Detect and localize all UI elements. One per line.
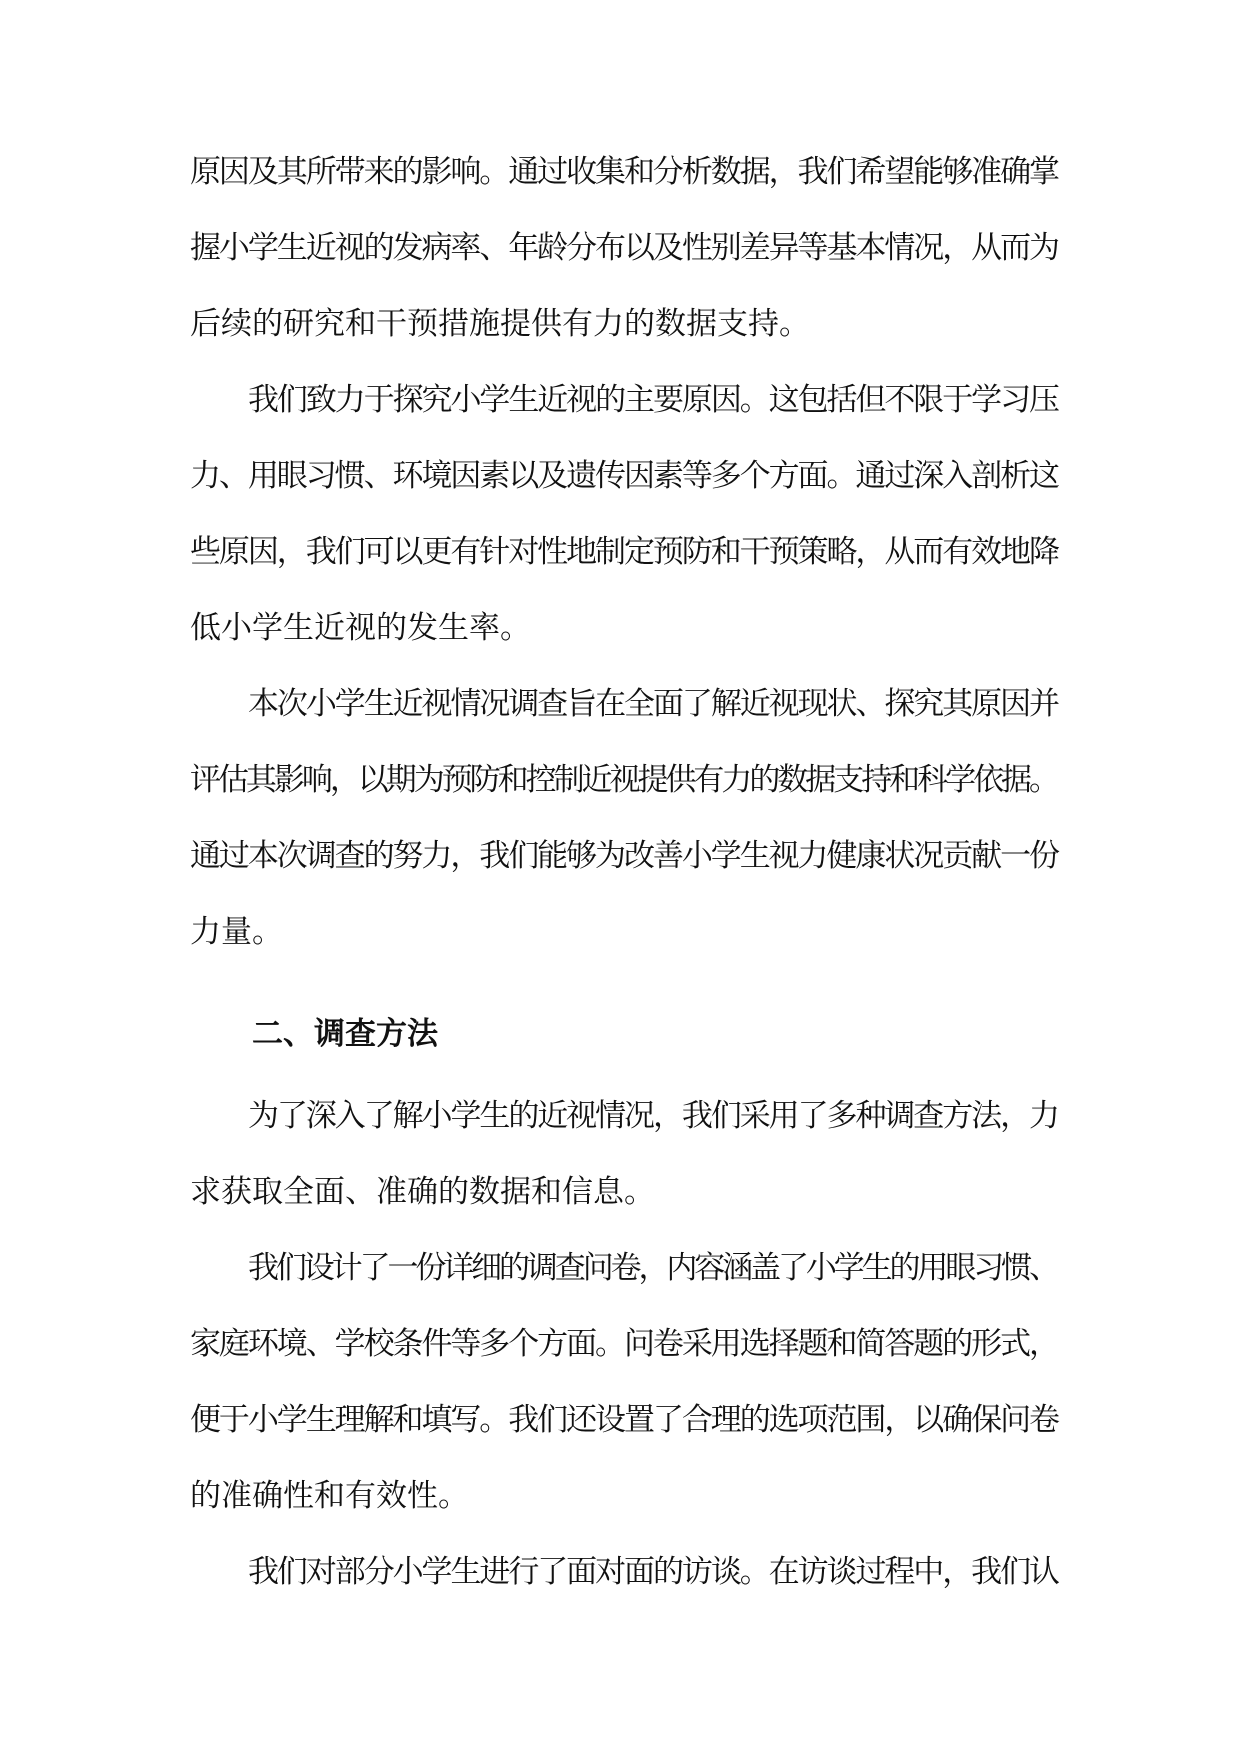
paragraph-line: 握小学生近视的发病率、年龄分布以及性别差异等基本情况，从而为 bbox=[190, 230, 1058, 266]
paragraph-line: 后续的研究和干预措施提供有力的数据支持。 bbox=[190, 306, 810, 342]
paragraph-line: 本次小学生近视情况调查旨在全面了解近视现状、探究其原因并 bbox=[248, 686, 1058, 722]
paragraph-line: 求获取全面、准确的数据和信息。 bbox=[190, 1174, 655, 1210]
paragraph-line: 为了深入了解小学生的近视情况，我们采用了多种调查方法，力 bbox=[248, 1098, 1058, 1134]
paragraph-line: 力、用眼习惯、环境因素以及遗传因素等多个方面。通过深入剖析这 bbox=[190, 458, 1058, 494]
paragraph-line: 通过本次调查的努力，我们能够为改善小学生视力健康状况贡献一份 bbox=[190, 838, 1058, 874]
paragraph-line: 些原因，我们可以更有针对性地制定预防和干预策略，从而有效地降 bbox=[190, 534, 1058, 570]
section-heading: 二、调查方法 bbox=[252, 1016, 438, 1052]
paragraph-line: 评估其影响，以期为预防和控制近视提供有力的数据支持和科学依据。 bbox=[190, 762, 1057, 798]
paragraph-line: 低小学生近视的发生率。 bbox=[190, 610, 531, 646]
paragraph-line: 力量。 bbox=[190, 914, 283, 950]
paragraph-line: 便于小学生理解和填写。我们还设置了合理的选项范围，以确保问卷 bbox=[190, 1402, 1058, 1438]
paragraph-line: 家庭环境、学校条件等多个方面。问卷采用选择题和简答题的形式， bbox=[190, 1326, 1058, 1362]
paragraph-line: 我们设计了一份详细的调查问卷，内容涵盖了小学生的用眼习惯、 bbox=[248, 1250, 1057, 1286]
paragraph-line: 原因及其所带来的影响。通过收集和分析数据，我们希望能够准确掌 bbox=[190, 154, 1058, 190]
paragraph-line: 的准确性和有效性。 bbox=[190, 1478, 469, 1514]
paragraph-line: 我们对部分小学生进行了面对面的访谈。在访谈过程中，我们认 bbox=[248, 1554, 1058, 1590]
paragraph-line: 我们致力于探究小学生近视的主要原因。这包括但不限于学习压 bbox=[248, 382, 1058, 418]
